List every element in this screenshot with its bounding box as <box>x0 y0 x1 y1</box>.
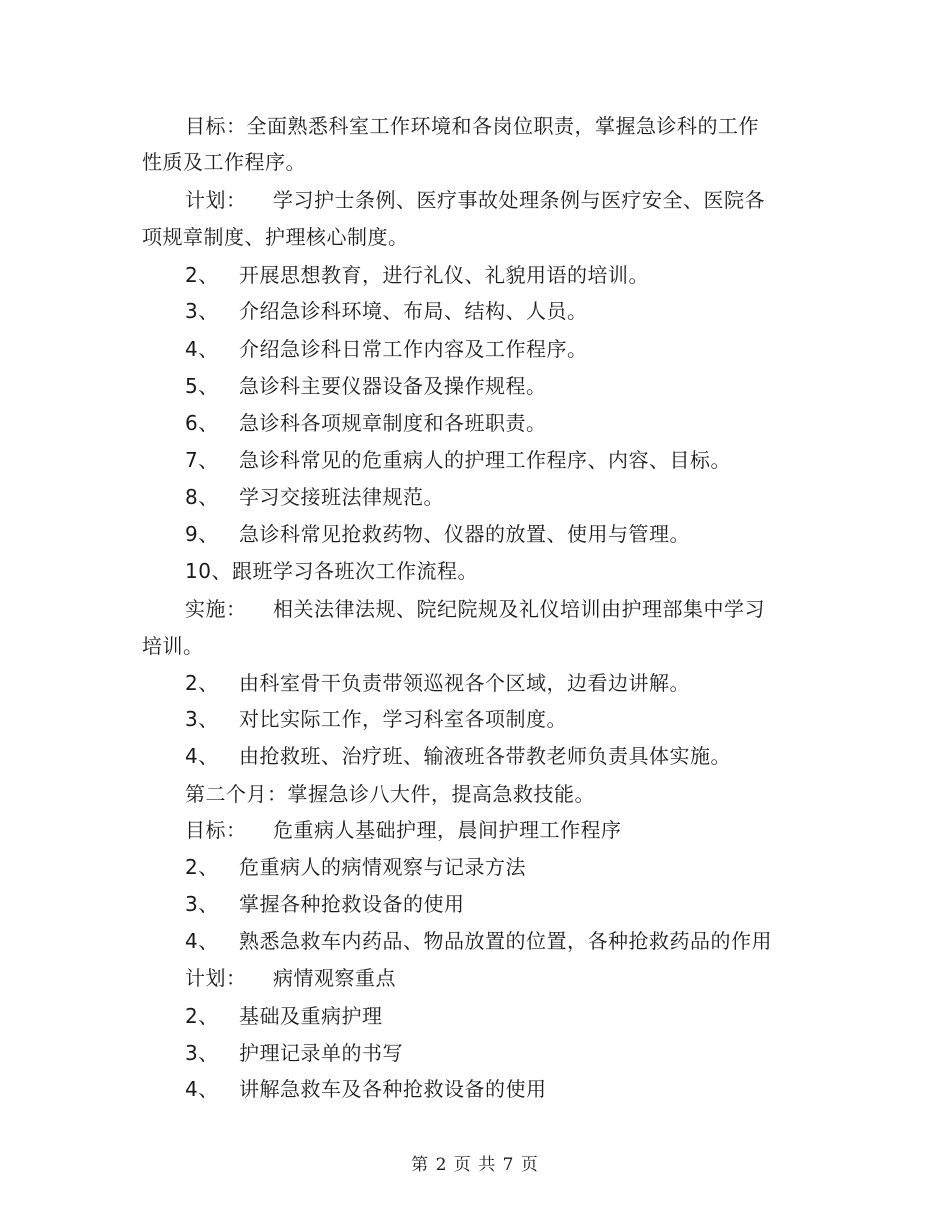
paragraph-line: 计划： 学习护士条例、医疗事故处理条例与医疗安全、医院各 <box>185 188 765 212</box>
paragraph-line: 性质及工作程序。 <box>142 150 306 174</box>
paragraph-line: 目标： 危重病人基础护理，晨间护理工作程序 <box>185 818 622 842</box>
list-item: 3、 护理记录单的书写 <box>185 1041 403 1065</box>
list-item: 4、 讲解急救车及各种抢救设备的使用 <box>185 1077 547 1101</box>
list-item: 3、 介绍急诊科环境、布局、结构、人员。 <box>185 299 588 323</box>
list-item: 8、 学习交接班法律规范。 <box>185 485 444 509</box>
page-footer: 第 2 页 共 7 页 <box>411 1155 539 1175</box>
paragraph-line: 目标：全面熟悉科室工作环境和各岗位职责，掌握急诊科的工作 <box>185 114 759 138</box>
list-item: 2、 由科室骨干负责带领巡视各个区域，边看边讲解。 <box>185 671 690 695</box>
list-item: 5、 急诊科主要仪器设备及操作规程。 <box>185 374 547 398</box>
list-item: 4、 由抢救班、治疗班、输液班各带教老师负责具体实施。 <box>185 744 731 768</box>
list-item: 2、 基础及重病护理 <box>185 1004 383 1028</box>
paragraph-line: 培训。 <box>142 634 204 658</box>
list-item: 4、 熟悉急救车内药品、物品放置的位置，各种抢救药品的作用 <box>185 929 772 953</box>
list-item: 2、 危重病人的病情观察与记录方法 <box>185 855 526 879</box>
list-item: 6、 急诊科各项规章制度和各班职责。 <box>185 411 547 435</box>
list-item: 7、 急诊科常见的危重病人的护理工作程序、内容、目标。 <box>185 448 731 472</box>
list-item: 10、跟班学习各班次工作流程。 <box>185 559 478 583</box>
list-item: 3、 掌握各种抢救设备的使用 <box>185 892 465 916</box>
list-item: 3、 对比实际工作，学习科室各项制度。 <box>185 707 567 731</box>
paragraph-line: 计划： 病情观察重点 <box>185 966 396 990</box>
list-item: 2、 开展思想教育，进行礼仪、礼貌用语的培训。 <box>185 263 649 287</box>
list-item: 9、 急诊科常见抢救药物、仪器的放置、使用与管理。 <box>185 522 690 546</box>
list-item: 4、 介绍急诊科日常工作内容及工作程序。 <box>185 337 588 361</box>
section-heading: 第二个月：掌握急诊八大件，提高急救技能。 <box>185 782 595 806</box>
paragraph-line: 项规章制度、护理核心制度。 <box>142 225 409 249</box>
paragraph-line: 实施： 相关法律法规、院纪院规及礼仪培训由护理部集中学习 <box>185 597 765 621</box>
